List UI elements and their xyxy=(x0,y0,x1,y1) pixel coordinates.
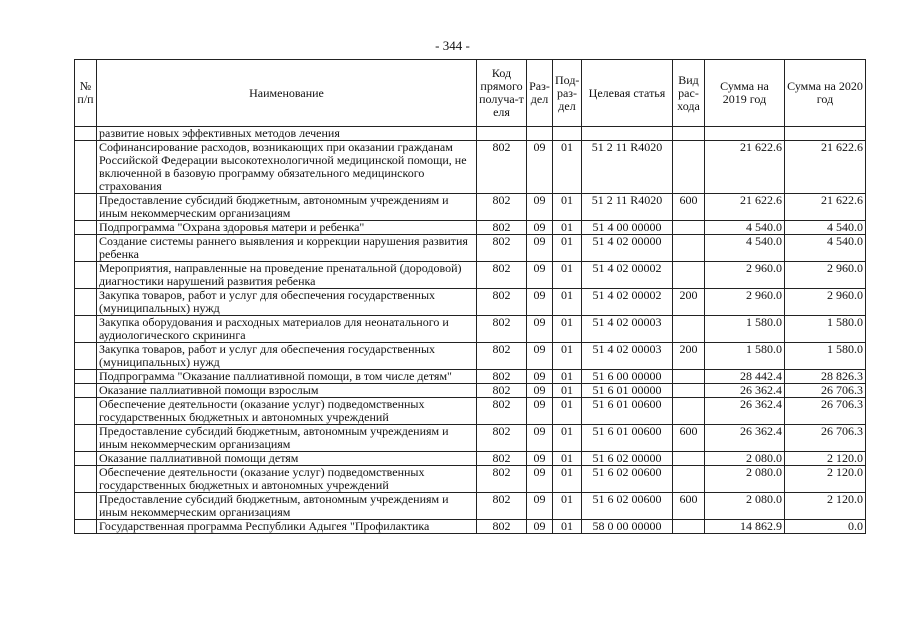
cell-num xyxy=(75,452,97,466)
cell-subsection: 01 xyxy=(553,384,582,398)
cell-sum-2020: 4 540.0 xyxy=(785,235,866,262)
cell-num xyxy=(75,235,97,262)
cell-num xyxy=(75,520,97,534)
cell-target: 51 6 00 00000 xyxy=(582,370,673,384)
cell-name: Создание системы раннего выявления и коррекции нарушения развития ребенка xyxy=(97,235,477,262)
cell-sum-2020: 0.0 xyxy=(785,520,866,534)
cell-subsection: 01 xyxy=(553,493,582,520)
cell-code: 802 xyxy=(477,520,527,534)
cell-sum-2020: 4 540.0 xyxy=(785,221,866,235)
cell-kind xyxy=(673,520,705,534)
cell-subsection: 01 xyxy=(553,221,582,235)
cell-sum-2019: 2 080.0 xyxy=(705,493,785,520)
cell-sum-2019: 4 540.0 xyxy=(705,221,785,235)
cell-code: 802 xyxy=(477,289,527,316)
cell-target: 51 6 02 00600 xyxy=(582,466,673,493)
cell-num xyxy=(75,493,97,520)
header-code: Код прямого получа-т еля xyxy=(477,60,527,127)
cell-name: развитие новых эффективных методов лечения xyxy=(97,127,477,141)
cell-sum-2019: 2 080.0 xyxy=(705,466,785,493)
cell-num xyxy=(75,262,97,289)
cell-target: 51 2 11 R4020 xyxy=(582,141,673,194)
table-row xyxy=(75,343,866,370)
cell-sum-2020: 21 622.6 xyxy=(785,194,866,221)
cell-section: 09 xyxy=(527,141,553,194)
cell-code: 802 xyxy=(477,316,527,343)
cell-subsection: 01 xyxy=(553,262,582,289)
cell-num xyxy=(75,398,97,425)
header-section: Раз-дел xyxy=(527,60,553,127)
cell-code: 802 xyxy=(477,384,527,398)
cell-name: Закупка оборудования и расходных материалов для неонатального и аудиологического скрининга xyxy=(97,316,477,343)
cell-sum-2019: 2 080.0 xyxy=(705,452,785,466)
header-kind: Вид рас-хода xyxy=(673,60,705,127)
cell-subsection xyxy=(553,127,582,141)
table-row xyxy=(75,316,866,343)
cell-section: 09 xyxy=(527,221,553,235)
cell-num xyxy=(75,221,97,235)
cell-code: 802 xyxy=(477,466,527,493)
cell-kind xyxy=(673,235,705,262)
cell-subsection: 01 xyxy=(553,141,582,194)
cell-name: Обеспечение деятельности (оказание услуг) подведомственных государственных бюджетных и автономных учреждений xyxy=(97,466,477,493)
table-row xyxy=(75,520,866,534)
cell-sum-2020: 1 580.0 xyxy=(785,343,866,370)
header-num: № п/п xyxy=(75,60,97,127)
cell-sum-2020: 26 706.3 xyxy=(785,398,866,425)
cell-name: Мероприятия, направленные на проведение пренатальной (дородовой) диагностики нарушений развития ребенка xyxy=(97,262,477,289)
cell-sum-2019: 1 580.0 xyxy=(705,316,785,343)
table-row xyxy=(75,141,866,194)
cell-section xyxy=(527,127,553,141)
cell-sum-2019 xyxy=(705,127,785,141)
cell-kind xyxy=(673,370,705,384)
cell-subsection: 01 xyxy=(553,194,582,221)
cell-code: 802 xyxy=(477,452,527,466)
page-number: - 344 - xyxy=(435,38,470,53)
table-body xyxy=(75,127,866,534)
cell-section: 09 xyxy=(527,262,553,289)
cell-sum-2020: 2 120.0 xyxy=(785,466,866,493)
cell-section: 09 xyxy=(527,493,553,520)
header-sum-2019: Сумма на 2019 год xyxy=(705,60,785,127)
header-target: Целевая статья xyxy=(582,60,673,127)
cell-code: 802 xyxy=(477,235,527,262)
cell-section: 09 xyxy=(527,316,553,343)
cell-kind: 600 xyxy=(673,425,705,452)
cell-subsection: 01 xyxy=(553,235,582,262)
cell-section: 09 xyxy=(527,398,553,425)
cell-sum-2019: 14 862.9 xyxy=(705,520,785,534)
cell-subsection: 01 xyxy=(553,425,582,452)
cell-section: 09 xyxy=(527,452,553,466)
cell-target: 51 6 01 00000 xyxy=(582,384,673,398)
cell-name: Государственная программа Республики Адыгея "Профилактика xyxy=(97,520,477,534)
cell-code: 802 xyxy=(477,343,527,370)
cell-sum-2020: 2 960.0 xyxy=(785,262,866,289)
cell-kind xyxy=(673,398,705,425)
cell-num xyxy=(75,194,97,221)
cell-name: Предоставление субсидий бюджетным, автономным учреждениям и иным некоммерческим организациям xyxy=(97,493,477,520)
cell-num xyxy=(75,127,97,141)
cell-kind xyxy=(673,384,705,398)
table-row xyxy=(75,194,866,221)
table-row xyxy=(75,370,866,384)
cell-name: Предоставление субсидий бюджетным, автономным учреждениям и иным некоммерческим организациям xyxy=(97,425,477,452)
cell-name: Софинансирование расходов, возникающих при оказании гражданам Российской Федерации высокотехнологичной медицинской помощи, не включенной в базовую программу обязательного медицинского страхования xyxy=(97,141,477,194)
cell-name: Подпрограмма "Охрана здоровья матери и ребенка" xyxy=(97,221,477,235)
cell-sum-2019: 4 540.0 xyxy=(705,235,785,262)
cell-code: 802 xyxy=(477,398,527,425)
cell-target: 51 4 02 00002 xyxy=(582,289,673,316)
cell-kind xyxy=(673,262,705,289)
cell-name: Подпрограмма "Оказание паллиативной помощи, в том числе детям" xyxy=(97,370,477,384)
cell-num xyxy=(75,425,97,452)
cell-subsection: 01 xyxy=(553,520,582,534)
table-row xyxy=(75,398,866,425)
cell-kind: 200 xyxy=(673,289,705,316)
cell-target: 58 0 00 00000 xyxy=(582,520,673,534)
cell-subsection: 01 xyxy=(553,452,582,466)
cell-code: 802 xyxy=(477,141,527,194)
cell-sum-2019: 21 622.6 xyxy=(705,194,785,221)
cell-section: 09 xyxy=(527,425,553,452)
cell-subsection: 01 xyxy=(553,343,582,370)
cell-section: 09 xyxy=(527,289,553,316)
cell-code: 802 xyxy=(477,370,527,384)
header-sum-2020: Сумма на 2020 год xyxy=(785,60,866,127)
cell-sum-2019: 28 442.4 xyxy=(705,370,785,384)
cell-sum-2019: 2 960.0 xyxy=(705,262,785,289)
cell-kind: 200 xyxy=(673,343,705,370)
table-row xyxy=(75,493,866,520)
header-row xyxy=(75,60,866,127)
cell-target: 51 6 01 00600 xyxy=(582,398,673,425)
cell-target: 51 6 02 00000 xyxy=(582,452,673,466)
cell-name: Оказание паллиативной помощи взрослым xyxy=(97,384,477,398)
cell-sum-2019: 26 362.4 xyxy=(705,398,785,425)
table-row xyxy=(75,235,866,262)
cell-kind xyxy=(673,452,705,466)
cell-target: 51 6 02 00600 xyxy=(582,493,673,520)
cell-subsection: 01 xyxy=(553,370,582,384)
cell-kind xyxy=(673,221,705,235)
cell-sum-2019: 26 362.4 xyxy=(705,425,785,452)
cell-kind: 600 xyxy=(673,493,705,520)
cell-section: 09 xyxy=(527,466,553,493)
cell-sum-2019: 1 580.0 xyxy=(705,343,785,370)
cell-section: 09 xyxy=(527,235,553,262)
header-subsection: Под-раз-дел xyxy=(553,60,582,127)
table-row xyxy=(75,425,866,452)
cell-num xyxy=(75,316,97,343)
table-row xyxy=(75,384,866,398)
cell-subsection: 01 xyxy=(553,466,582,493)
cell-kind xyxy=(673,316,705,343)
cell-num xyxy=(75,289,97,316)
cell-kind xyxy=(673,466,705,493)
cell-name: Предоставление субсидий бюджетным, автономным учреждениям и иным некоммерческим организациям xyxy=(97,194,477,221)
cell-target: 51 6 01 00600 xyxy=(582,425,673,452)
cell-num xyxy=(75,384,97,398)
cell-target: 51 4 02 00003 xyxy=(582,316,673,343)
cell-code: 802 xyxy=(477,262,527,289)
table-row xyxy=(75,262,866,289)
cell-num xyxy=(75,466,97,493)
cell-code: 802 xyxy=(477,425,527,452)
cell-sum-2020: 2 120.0 xyxy=(785,493,866,520)
cell-sum-2020: 2 120.0 xyxy=(785,452,866,466)
cell-name: Закупка товаров, работ и услуг для обеспечения государственных (муниципальных) нужд xyxy=(97,343,477,370)
cell-sum-2020: 1 580.0 xyxy=(785,316,866,343)
cell-target: 51 4 02 00003 xyxy=(582,343,673,370)
cell-sum-2020 xyxy=(785,127,866,141)
cell-name: Закупка товаров, работ и услуг для обеспечения государственных (муниципальных) нужд xyxy=(97,289,477,316)
cell-kind xyxy=(673,127,705,141)
cell-name: Обеспечение деятельности (оказание услуг) подведомственных государственных бюджетных и автономных учреждений xyxy=(97,398,477,425)
cell-sum-2020: 28 826.3 xyxy=(785,370,866,384)
table-row xyxy=(75,221,866,235)
table-row xyxy=(75,466,866,493)
cell-code: 802 xyxy=(477,493,527,520)
cell-name: Оказание паллиативной помощи детям xyxy=(97,452,477,466)
cell-num xyxy=(75,343,97,370)
table-row xyxy=(75,127,866,141)
cell-section: 09 xyxy=(527,343,553,370)
cell-target: 51 4 00 00000 xyxy=(582,221,673,235)
cell-target xyxy=(582,127,673,141)
cell-num xyxy=(75,370,97,384)
cell-code: 802 xyxy=(477,221,527,235)
cell-sum-2020: 26 706.3 xyxy=(785,425,866,452)
cell-kind: 600 xyxy=(673,194,705,221)
header-name: Наименование xyxy=(97,60,477,127)
budget-table xyxy=(74,59,866,534)
cell-target: 51 4 02 00002 xyxy=(582,262,673,289)
cell-subsection: 01 xyxy=(553,289,582,316)
cell-subsection: 01 xyxy=(553,398,582,425)
table-row xyxy=(75,289,866,316)
cell-section: 09 xyxy=(527,194,553,221)
cell-section: 09 xyxy=(527,370,553,384)
cell-code xyxy=(477,127,527,141)
cell-sum-2020: 21 622.6 xyxy=(785,141,866,194)
cell-target: 51 4 02 00000 xyxy=(582,235,673,262)
cell-num xyxy=(75,141,97,194)
cell-sum-2020: 26 706.3 xyxy=(785,384,866,398)
cell-sum-2019: 21 622.6 xyxy=(705,141,785,194)
cell-target: 51 2 11 R4020 xyxy=(582,194,673,221)
cell-code: 802 xyxy=(477,194,527,221)
cell-subsection: 01 xyxy=(553,316,582,343)
cell-section: 09 xyxy=(527,520,553,534)
cell-sum-2019: 2 960.0 xyxy=(705,289,785,316)
cell-section: 09 xyxy=(527,384,553,398)
cell-kind xyxy=(673,141,705,194)
table-row xyxy=(75,452,866,466)
cell-sum-2020: 2 960.0 xyxy=(785,289,866,316)
cell-sum-2019: 26 362.4 xyxy=(705,384,785,398)
